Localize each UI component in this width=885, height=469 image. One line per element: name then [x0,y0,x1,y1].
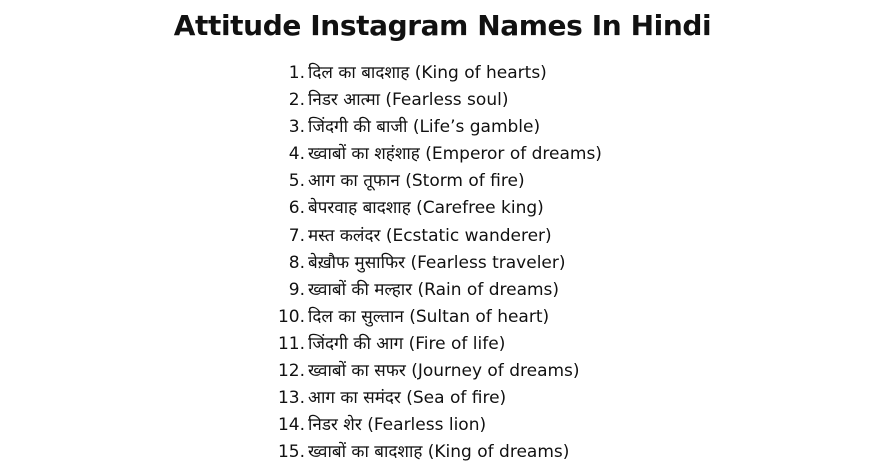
list-item-number: 6. [288,198,305,219]
list-item-number: 5. [288,171,305,192]
list-item-number: 9. [288,279,305,300]
list-item-text: ख्वाबों का शहंशाह (Emperor of dreams) [308,144,602,165]
list-item-text: जिंदगी की बाजी (Life’s gamble) [308,117,541,138]
list-item-number: 10. [277,306,305,327]
list-item-text: बेपरवाह बादशाह (Carefree king) [308,198,544,219]
list-item-text: बेख़ौफ मुसाफिर (Fearless traveler) [308,252,566,273]
list-item-text: आग का समंदर (Sea of fire) [308,388,507,409]
list-item-text: ख्वाबों की मल्हार (Rain of dreams) [308,279,560,300]
list-item-text: जिंदगी की आग (Fire of life) [308,333,506,354]
list-item-text: दिल का सुल्तान (Sultan of heart) [308,306,550,327]
list-item-number: 2. [288,90,305,111]
list-item-number: 8. [288,252,305,273]
list-item-number: 7. [288,225,305,246]
list-item-number: 15. [277,442,305,463]
list-item-text: ख्वाबों का सफर (Journey of dreams) [308,361,580,382]
list-item-number: 1. [288,63,305,83]
list-item-number: 11. [277,333,305,354]
list-item-number: 14. [277,415,305,436]
list-item-number: 3. [288,117,305,138]
list-item-text: मस्त कलंदर (Ecstatic wanderer) [308,225,552,246]
list-item-number: 13. [277,388,305,409]
list-item-text: निडर शेर (Fearless lion) [308,415,487,436]
list-item-text: आग का तूफान (Storm of fire) [308,171,525,192]
page-title: Attitude Instagram Names In Hindi [173,9,712,42]
list-item-number: 4. [288,144,305,165]
list-item-text: दिल का बादशाह (King of hearts) [308,63,547,83]
list-item-text: ख्वाबों का बादशाह (King of dreams) [308,442,570,463]
list-item-text: निडर आत्मा (Fearless soul) [308,90,509,111]
list-item-number: 12. [277,361,305,382]
